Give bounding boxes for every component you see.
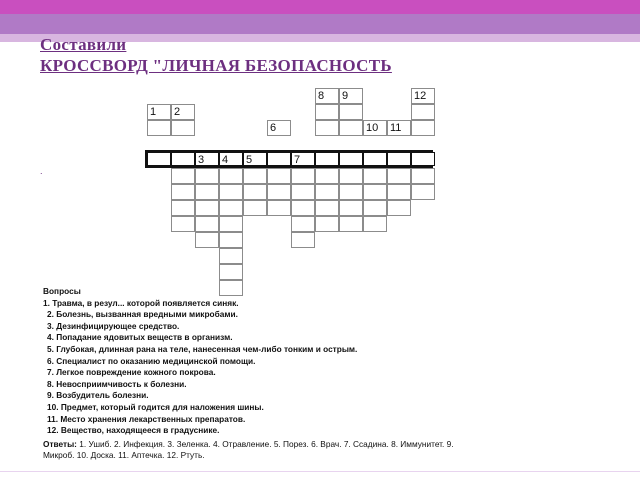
answers-block [43,439,603,462]
crossword-cell [387,184,411,200]
crossword-cell [339,184,363,200]
crossword-cell-numbered: 6 [267,120,291,136]
header-band-top [0,0,640,14]
crossword-cell [147,120,171,136]
crossword-cell [315,104,339,120]
question-item: 10. Предмет, который годится для наложения шины. [47,401,264,412]
crossword-cell [339,104,363,120]
crossword-cell-numbered: 3 [195,152,219,166]
crossword-cell [195,168,219,184]
title-line-1: Составили [40,35,127,54]
crossword-cell [411,152,435,166]
crossword-cell [243,200,267,216]
question-item: 5. Глубокая, длинная рана на теле, нанесенная чем-либо тонким и острым. [47,343,358,354]
answers-label: Ответы: [43,438,77,449]
crossword-cell [291,200,315,216]
crossword-cell [171,152,195,166]
question-item: 7. Легкое повреждение кожного покрова. [47,367,216,378]
question-item: 2. Болезнь, вызванная вредными микробами. [47,309,238,320]
crossword-cell [387,152,411,166]
header-band-middle [0,14,640,34]
crossword-cell [339,120,363,136]
crossword-cell-numbered: 4 [219,152,243,166]
crossword-cell [171,168,195,184]
question-item: 6. Специалист по оказанию медицинской помощи. [47,355,256,366]
crossword-cell-numbered: 5 [243,152,267,166]
crossword-cell [411,104,435,120]
questions-block [43,286,603,462]
crossword-cell [387,200,411,216]
crossword-cell [339,200,363,216]
crossword-cell [171,120,195,136]
crossword-cell [339,152,363,166]
crossword-cell [171,184,195,200]
crossword-cell-numbered: 11 [387,120,411,136]
title-line-2: КРОССВОРД "ЛИЧНАЯ БЕЗОПАСНОСТЬ [40,56,392,75]
crossword-cell [195,184,219,200]
crossword-cell [219,168,243,184]
crossword-cell [195,232,219,248]
crossword-cell [315,184,339,200]
crossword-cell [267,200,291,216]
crossword-cell [315,168,339,184]
crossword-cell [219,248,243,264]
question-item: 4. Попадание ядовитых веществ в организм. [47,332,233,343]
bullet-point: . [40,166,43,176]
crossword-cell [291,168,315,184]
crossword-cell [267,168,291,184]
crossword-cell [195,200,219,216]
questions-heading: Вопросы [43,286,81,296]
crossword-cell [243,168,267,184]
crossword-cell [339,168,363,184]
crossword-cell [363,184,387,200]
crossword-cell-numbered: 2 [171,104,195,120]
crossword-cell [195,216,219,232]
crossword-cell-numbered: 7 [291,152,315,166]
bottom-divider [0,471,640,472]
question-item: 12. Вещество, находящееся в градуснике. [47,425,220,436]
slide-title [40,34,600,76]
question-item: 11. Место хранения лекарственных препаратов. [47,413,246,424]
crossword-cell [339,216,363,232]
crossword-cell-numbered: 12 [411,88,435,104]
crossword-cell [171,200,195,216]
crossword-cell [267,152,291,166]
crossword-cell [219,264,243,280]
crossword-cell [363,216,387,232]
crossword-cell-numbered: 10 [363,120,387,136]
crossword-cell-numbered: 9 [339,88,363,104]
crossword-cell [315,200,339,216]
crossword-cell [387,168,411,184]
crossword-cell [411,120,435,136]
crossword-cell [315,120,339,136]
question-item: 8. Невосприимчивость к болезни. [47,378,187,389]
crossword-cell [315,152,339,166]
question-item: 9. Возбудитель болезни. [47,390,149,401]
question-item: 1. Травма, в резул... которой появляется синяк. [43,297,239,308]
crossword-cell [363,200,387,216]
crossword-cell [171,216,195,232]
crossword-cell [219,200,243,216]
crossword-cell [291,232,315,248]
crossword-cell [219,184,243,200]
crossword-cell [363,168,387,184]
crossword-cell [267,184,291,200]
crossword-cell [363,152,387,166]
crossword-cell [219,232,243,248]
crossword-cell [291,216,315,232]
crossword-cell-numbered: 8 [315,88,339,104]
crossword-cell [411,184,435,200]
question-item: 3. Дезинфицирующее средство. [47,320,180,331]
answers-line-1: 1. Ушиб. 2. Инфекция. 3. Зеленка. 4. Отравление. 5. Порез. 6. Врач. 7. Ссадина. 8. Иммунитет. 9. [76,438,454,449]
answers-line-2: Микроб. 10. Доска. 11. Аптечка. 12. Ртуть. [43,450,205,461]
crossword-cell-numbered: 1 [147,104,171,120]
crossword-cell [147,152,171,166]
crossword-cell [243,184,267,200]
crossword-cell [411,168,435,184]
crossword-cell [291,184,315,200]
crossword-cell [219,216,243,232]
crossword-cell [315,216,339,232]
crossword-main-row [145,150,433,168]
